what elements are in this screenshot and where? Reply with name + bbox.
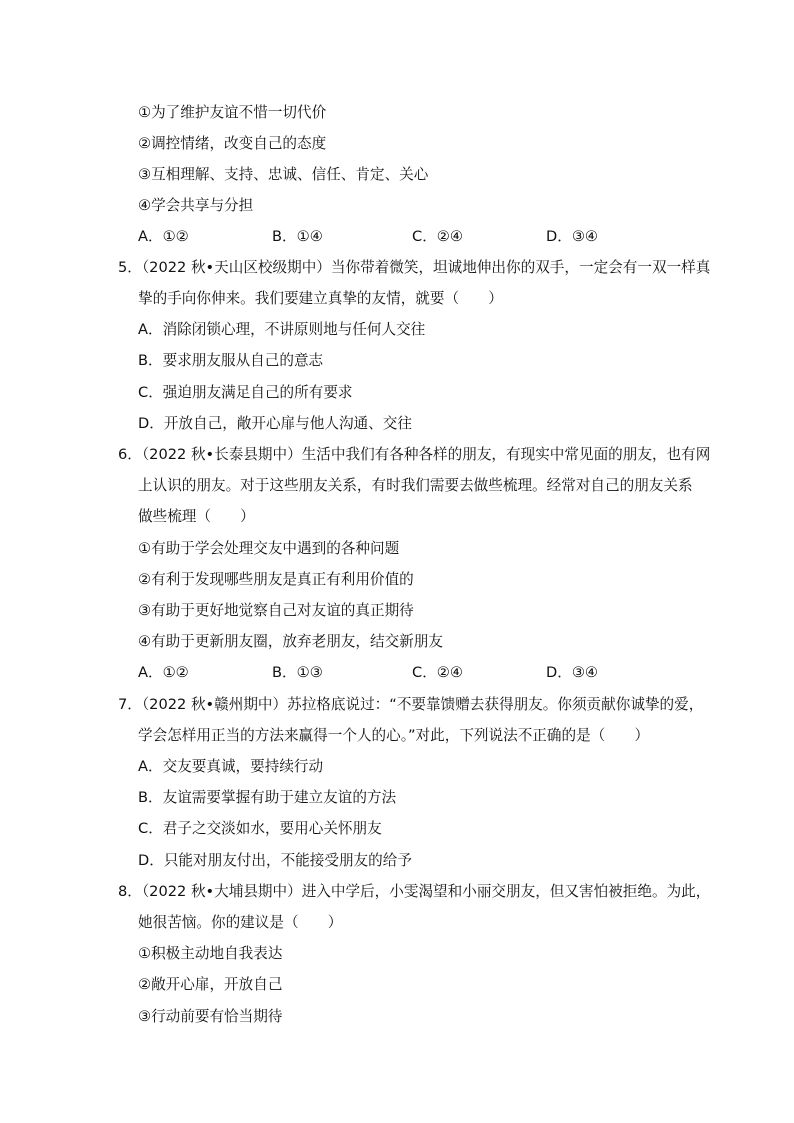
q5-stem-line-1: 5．（2022 秋•天山区校级期中）当你带着微笑，坦诚地伸出你的双手，一定会有一双一样真 [118, 259, 711, 276]
q6-option-a: A．①② [138, 664, 189, 681]
q8-stem-line-2: 她很苦恼。你的建议是（ ） [138, 914, 343, 931]
q7-stem-line-1: 7．（2022 秋•赣州期中）苏拉格底说过：“不要靠馈赠去获得朋友。你须贡献你诚挚的爱， [118, 696, 704, 713]
q7-option-d: D．只能对朋友付出，不能接受朋友的给予 [138, 852, 412, 869]
q8-stem-line-1: 8．（2022 秋•大埔县期中）进入中学后，小雯渴望和小丽交朋友，但又害怕被拒绝。为此， [118, 883, 711, 900]
q6-stem-line-1: 6．（2022 秋•长泰县期中）生活中我们有各种各样的朋友，有现实中常见面的朋友，也有网 [118, 446, 711, 463]
q4-statement-4: ④学会共享与分担 [138, 197, 254, 214]
q6-options [138, 664, 658, 682]
q4-statement-2: ②调控情绪，改变自己的态度 [138, 135, 327, 152]
q5-option-b: B．要求朋友服从自己的意志 [138, 352, 324, 369]
q7-option-b: B．友谊需要掌握有助于建立友谊的方法 [138, 789, 397, 806]
q4-option-a: A．①② [138, 228, 189, 245]
q6-option-c: C．②④ [412, 664, 463, 681]
q8-statement-1: ①积极主动地自我表达 [138, 945, 283, 962]
q6-statement-3: ③有助于更好地觉察自己对友谊的真正期待 [138, 602, 414, 619]
q4-options [138, 228, 658, 246]
q6-statement-4: ④有助于更新朋友圈，放弃老朋友，结交新朋友 [138, 633, 443, 650]
q4-option-d: D．③④ [546, 228, 598, 245]
q4-option-b: B．①④ [272, 228, 323, 245]
q6-statement-2: ②有利于发现哪些朋友是真正有利用价值的 [138, 571, 414, 588]
q7-option-c: C．君子之交淡如水，要用心关怀朋友 [138, 820, 382, 837]
q7-option-a: A．交友要真诚，要持续行动 [138, 758, 324, 775]
q5-option-a: A．消除闭锁心理，不讲原则地与任何人交往 [138, 321, 426, 338]
q6-option-b: B．①③ [272, 664, 323, 681]
q8-statement-3: ③行动前要有恰当期待 [138, 1008, 283, 1025]
q6-option-d: D．③④ [546, 664, 598, 681]
q4-statement-1: ①为了维护友谊不惜一切代价 [138, 104, 327, 121]
q6-stem-line-3: 做些梳理（ ） [138, 508, 255, 525]
q6-statement-1: ①有助于学会处理交友中遇到的各种问题 [138, 540, 400, 557]
q6-stem-line-2: 上认识的朋友。对于这些朋友关系，有时我们需要去做些梳理。经常对自己的朋友关系 [138, 477, 693, 494]
q4-statement-3: ③互相理解、支持、忠诚、信任、肯定、关心 [138, 166, 429, 183]
q5-option-c: C．强迫朋友满足自己的所有要求 [138, 384, 353, 401]
q5-stem-line-2: 挚的手向你伸来。我们要建立真挚的友情，就要（ ） [138, 290, 503, 307]
q8-statement-2: ②敞开心扉，开放自己 [138, 976, 283, 993]
q4-option-c: C．②④ [412, 228, 463, 245]
q5-option-d: D．开放自己，敞开心扉与他人沟通、交往 [138, 415, 412, 432]
q7-stem-line-2: 学会怎样用正当的方法来赢得一个人的心。”对此，下列说法不正确的是（ ） [138, 727, 650, 744]
